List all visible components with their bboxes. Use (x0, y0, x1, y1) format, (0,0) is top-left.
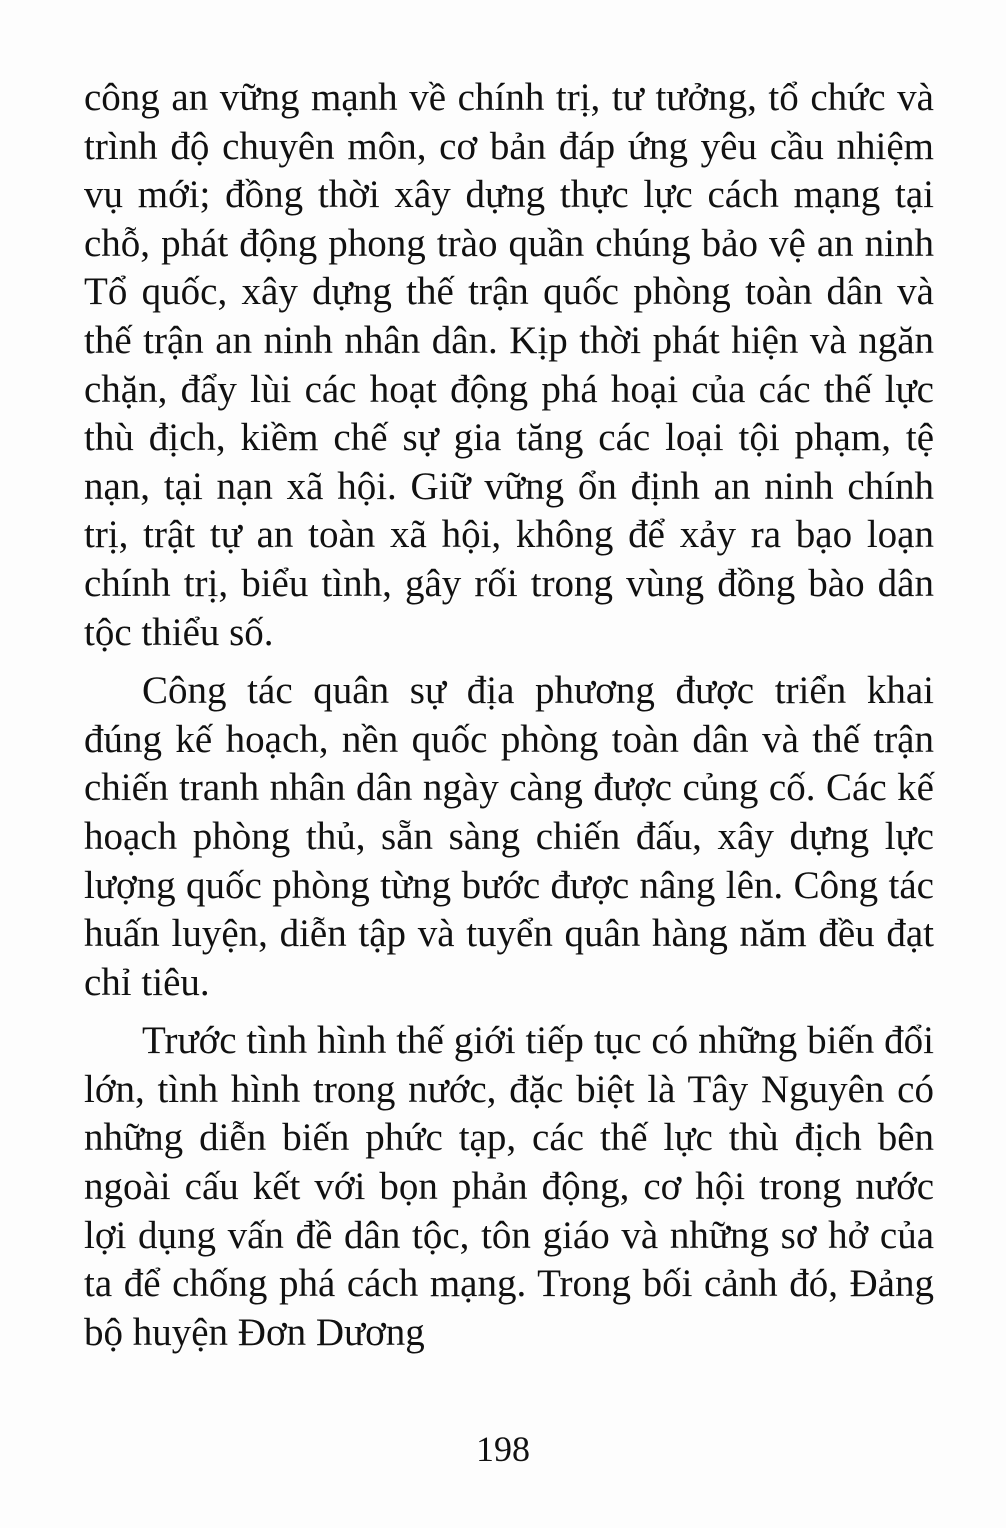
page-number: 198 (476, 1429, 530, 1469)
body-text (84, 74, 934, 1357)
paragraph-3: Trước tình hình thế giới tiếp tục có những biến đổi lớn, tình hình trong nước, đặc biệt là Tây Nguyên có những diễn biến phức tạp, các thế lực thù địch bên ngoài cấu kết với bọn phản động, cơ hội trong nước lợi dụng vấn đề dân tộc, tôn giáo và những sơ hở của ta để chống phá cách mạng. Trong bối cảnh đó, Đảng bộ huyện Đơn Dương (84, 1019, 934, 1354)
paragraph-2: Công tác quân sự địa phương được triển khai đúng kế hoạch, nền quốc phòng toàn dân và thế trận chiến tranh nhân dân ngày càng được củng cố. Các kế hoạch phòng thủ, sẵn sàng chiến đấu, xây dựng lực lượng quốc phòng từng bước được nâng lên. Công tác huấn luyện, diễn tập và tuyển quân hàng năm đều đạt chỉ tiêu. (84, 669, 934, 1004)
paragraph-1: công an vững mạnh về chính trị, tư tưởng, tổ chức và trình độ chuyên môn, cơ bản đáp ứng yêu cầu nhiệm vụ mới; đồng thời xây dựng thực lực cách mạng tại chỗ, phát động phong trào quần chúng bảo vệ an ninh Tổ quốc, xây dựng thế trận quốc phòng toàn dân và thế trận an ninh nhân dân. Kịp thời phát hiện và ngăn chặn, đẩy lùi các hoạt động phá hoại của các thế lực thù địch, kiềm chế sự gia tăng các loại tội phạm, tệ nạn, tại nạn xã hội. Giữ vững ổn định an ninh chính trị, trật tự an toàn xã hội, không để xảy ra bạo loạn chính trị, biểu tình, gây rối trong vùng đồng bào dân tộc thiểu số. (84, 76, 934, 654)
